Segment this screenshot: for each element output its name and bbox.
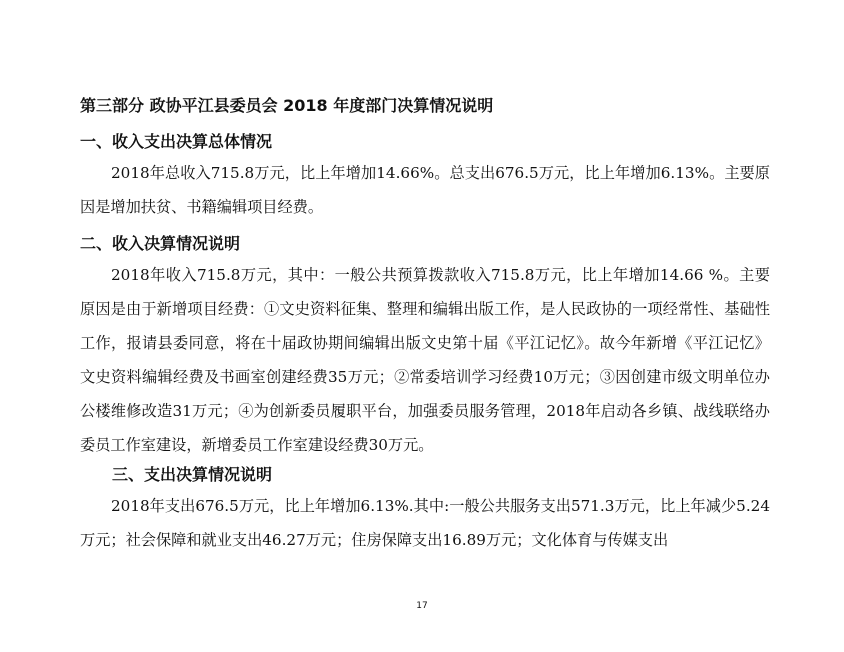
section-heading-expenditure: 三、支出决算情况说明 bbox=[112, 465, 273, 484]
page-number: 17 bbox=[416, 601, 428, 611]
section-heading-total-overview: 一、收入支出决算总体情况 bbox=[80, 132, 273, 151]
paragraph-income: 2018年收入715.8万元，其中：一般公共预算拨款收入715.8万元，比上年增加14.66 %。主要原因是由于新增项目经费：①文史资料征集、整理和编辑出版工作，是人民政协的一项经常性、基础性工作，报请县委同意，将在十届政协期间编辑出版文史第十届《平江记忆》。故今年新增《平江记忆》文史资料编辑经费及书画室创建经费35万元；②常委培训学习经费10万元；③因创建市级文明单位办公楼维修改造31万元；④为创新委员履职平台，加强委员服务管理，2018年启动各乡镇、战线联络办委员工作室建设，新增委员工作室建设经费30万元。 bbox=[80, 266, 770, 454]
paragraph-expenditure: 2018年支出676.5万元，比上年增加6.13%.其中:一般公共服务支出571.3万元，比上年减少5.24万元；社会保障和就业支出46.27万元；住房保障支出16.89万元；文化体育与传媒支出 bbox=[80, 497, 770, 549]
part-title: 第三部分 政协平江县委员会 2018 年度部门决算情况说明 bbox=[80, 96, 494, 115]
paragraph-total-overview: 2018年总收入715.8万元，比上年增加14.66%。总支出676.5万元，比上年增加6.13%。主要原因是增加扶贫、书籍编辑项目经费。 bbox=[80, 164, 770, 216]
section-heading-income: 二、收入决算情况说明 bbox=[80, 234, 241, 253]
